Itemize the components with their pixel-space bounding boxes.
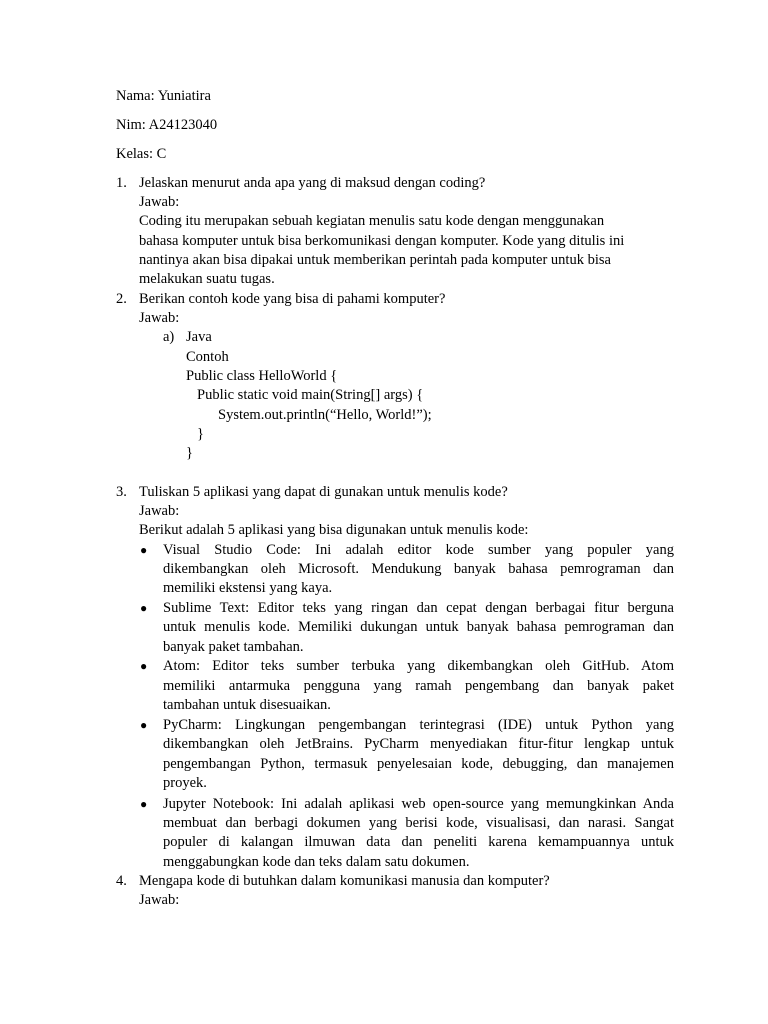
q1-question: Jelaskan menurut anda apa yang di maksud dengan coding? bbox=[139, 175, 486, 191]
q2-sub-title: Java bbox=[186, 329, 212, 345]
bullet-line: pengembangan Python, termasuk penyelesaian kode, debugging, dan manajemen bbox=[163, 756, 674, 772]
bullet-line: banyak paket tambahan. bbox=[163, 639, 304, 655]
code-line: } bbox=[186, 445, 193, 461]
bullet-line: Visual Studio Code: Ini adalah editor kode sumber yang populer yang bbox=[163, 542, 674, 558]
nama-line: Nama: Yuniatira bbox=[116, 88, 211, 104]
bullet-icon: ● bbox=[140, 601, 148, 615]
q1-answer-line: bahasa komputer untuk bisa berkomunikasi dengan komputer. Kode yang ditulis ini bbox=[139, 233, 625, 249]
bullet-line: tambahan untuk disesuaikan. bbox=[163, 697, 331, 713]
q1-number: 1. bbox=[116, 175, 127, 191]
q1-answer-line: nantinya akan bisa dipakai untuk memberikan perintah pada komputer untuk bisa bbox=[139, 252, 611, 268]
q1-jawab: Jawab: bbox=[139, 194, 180, 210]
bullet-icon: ● bbox=[140, 543, 148, 557]
q1-answer-line: Coding itu merupakan sebuah kegiatan menulis satu kode dengan menggunakan bbox=[139, 213, 605, 229]
q2-question: Berikan contoh kode yang bisa di pahami komputer? bbox=[139, 291, 446, 307]
bullet-line: memiliki antarmuka pengguna yang ramah pengembang dan banyak paket bbox=[163, 678, 674, 694]
bullet-line: Atom: Editor teks sumber terbuka yang dikembangkan oleh GitHub. Atom bbox=[163, 658, 674, 674]
bullet-icon: ● bbox=[140, 718, 148, 732]
bullet-line: dikembangkan oleh Microsoft. Mendukung banyak bahasa pemrograman dan bbox=[163, 561, 674, 577]
code-line: } bbox=[197, 426, 204, 442]
q3-jawab: Jawab: bbox=[139, 503, 180, 519]
bullet-line: Jupyter Notebook: Ini adalah aplikasi web open-source yang memungkinkan Anda bbox=[163, 796, 674, 812]
code-line: Public class HelloWorld { bbox=[186, 368, 338, 384]
q2-number: 2. bbox=[116, 291, 127, 307]
q2-jawab: Jawab: bbox=[139, 310, 180, 326]
q3-intro: Berikut adalah 5 aplikasi yang bisa digunakan untuk menulis kode: bbox=[139, 522, 529, 538]
bullet-line: menggabungkan kode dan teks dalam satu dokumen. bbox=[163, 854, 470, 870]
bullet-line: Sublime Text: Editor teks yang ringan dan cepat dengan berbagai fitur berguna bbox=[163, 600, 674, 616]
kelas-line: Kelas: C bbox=[116, 146, 167, 162]
q4-jawab: Jawab: bbox=[139, 892, 180, 908]
nim-line: Nim: A24123040 bbox=[116, 117, 218, 133]
code-line: Public static void main(String[] args) { bbox=[197, 387, 424, 403]
bullet-line: PyCharm: Lingkungan pengembangan terintegrasi (IDE) untuk Python yang bbox=[163, 717, 674, 733]
code-line: System.out.println(“Hello, World!”); bbox=[218, 407, 432, 423]
q4-question: Mengapa kode di butuhkan dalam komunikasi manusia dan komputer? bbox=[139, 873, 550, 889]
bullet-line: dikembangkan oleh JetBrains. PyCharm menyediakan fitur-fitur lengkap untuk bbox=[163, 736, 674, 752]
bullet-line: memiliki ekstensi yang kaya. bbox=[163, 580, 333, 596]
bullet-icon: ● bbox=[140, 797, 148, 811]
q3-number: 3. bbox=[116, 484, 127, 500]
bullet-line: populer di kalangan ilmuwan data dan peneliti karena kemampuannya untuk bbox=[163, 834, 674, 850]
q1-answer-line: melakukan suatu tugas. bbox=[139, 271, 275, 287]
bullet-line: proyek. bbox=[163, 775, 207, 791]
q2-contoh: Contoh bbox=[186, 349, 229, 365]
q3-question: Tuliskan 5 aplikasi yang dapat di gunakan untuk menulis kode? bbox=[139, 484, 508, 500]
bullet-line: membuat dan berbagi dokumen yang berisi kode, visualisasi, dan narasi. Sangat bbox=[163, 815, 674, 831]
q4-number: 4. bbox=[116, 873, 127, 889]
q2-sub-marker: a) bbox=[163, 329, 175, 345]
bullet-icon: ● bbox=[140, 659, 148, 673]
bullet-line: untuk menulis kode. Memiliki dukungan untuk banyak bahasa pemrograman dan bbox=[163, 619, 674, 635]
